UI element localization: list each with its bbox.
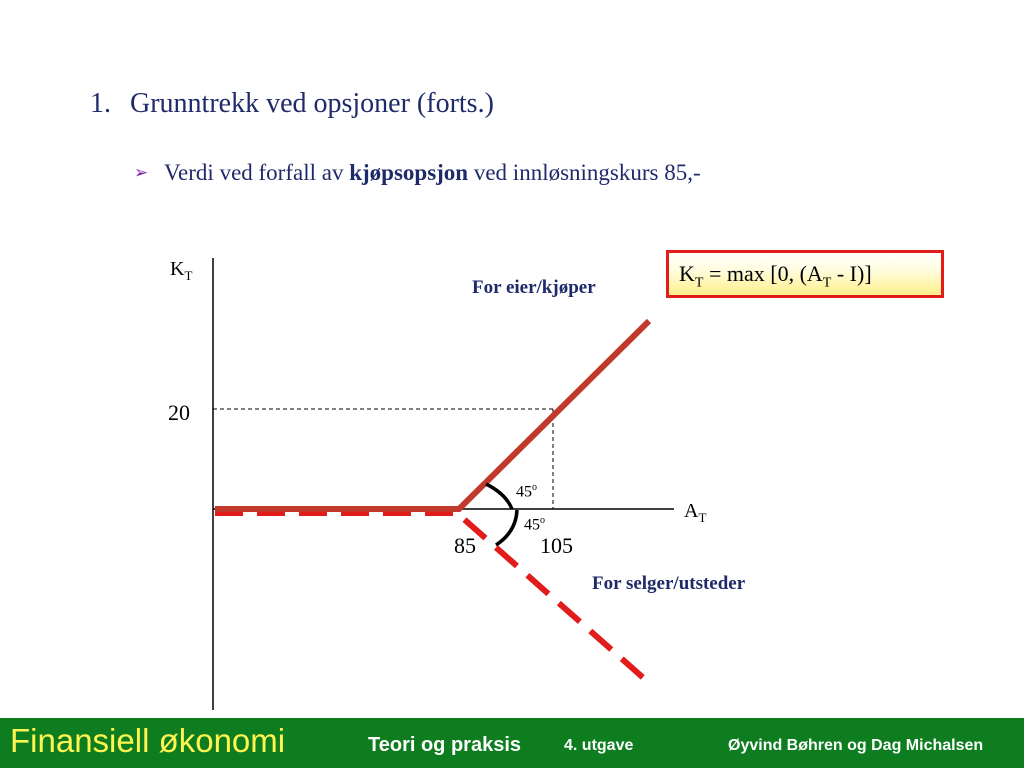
angle-arc-upper xyxy=(486,484,512,509)
x-axis-sub: T xyxy=(698,510,707,525)
x-axis-label xyxy=(684,500,706,526)
footer-edition: 4. utgave xyxy=(564,737,634,754)
x-axis-letter: A xyxy=(684,500,699,522)
footer-brand: Finansiell økonomi xyxy=(10,722,286,759)
seller-label: For selger/utsteder xyxy=(592,573,746,594)
formula-k-sub: T xyxy=(694,275,704,291)
y-axis-letter: K xyxy=(170,258,185,280)
bullet-bold: kjøpsopsjon xyxy=(349,160,469,185)
angle-upper-degree: o xyxy=(532,482,537,493)
bullet-prefix: Verdi ved forfall av xyxy=(164,160,344,185)
owner-label: For eier/kjøper xyxy=(472,277,596,298)
x-tick-105: 105 xyxy=(540,533,573,558)
formula-a-sub: T xyxy=(822,275,832,291)
formula-box xyxy=(666,250,944,298)
formula-end: - I)] xyxy=(836,261,872,286)
angle-lower-degree: o xyxy=(540,515,545,526)
footer-banner xyxy=(0,718,1024,768)
angle-label-upper xyxy=(516,482,537,501)
angle-arc-lower xyxy=(496,510,517,545)
footer-subtitle: Teori og praksis xyxy=(368,734,522,756)
angle-upper-value: 45 xyxy=(516,483,532,501)
title-text: Grunntrekk ved opsjoner (forts.) xyxy=(130,88,494,119)
buyer-payoff-line xyxy=(215,321,649,509)
arrow-bullet-icon: ➢ xyxy=(134,163,149,183)
formula-k: K xyxy=(679,261,695,286)
angle-label-lower xyxy=(524,515,545,534)
bullet-suffix: ved innløsningskurs 85,- xyxy=(473,160,701,185)
angle-lower-value: 45 xyxy=(524,516,540,534)
formula-mid: = max [0, (A xyxy=(708,261,823,286)
x-tick-85: 85 xyxy=(454,533,476,558)
title-number: 1. xyxy=(90,88,111,119)
y-axis-sub: T xyxy=(184,268,193,283)
y-tick-20: 20 xyxy=(168,400,190,425)
y-axis-label xyxy=(170,258,192,284)
seller-payoff-line xyxy=(215,513,648,682)
footer-authors: Øyvind Bøhren og Dag Michalsen xyxy=(728,737,984,754)
